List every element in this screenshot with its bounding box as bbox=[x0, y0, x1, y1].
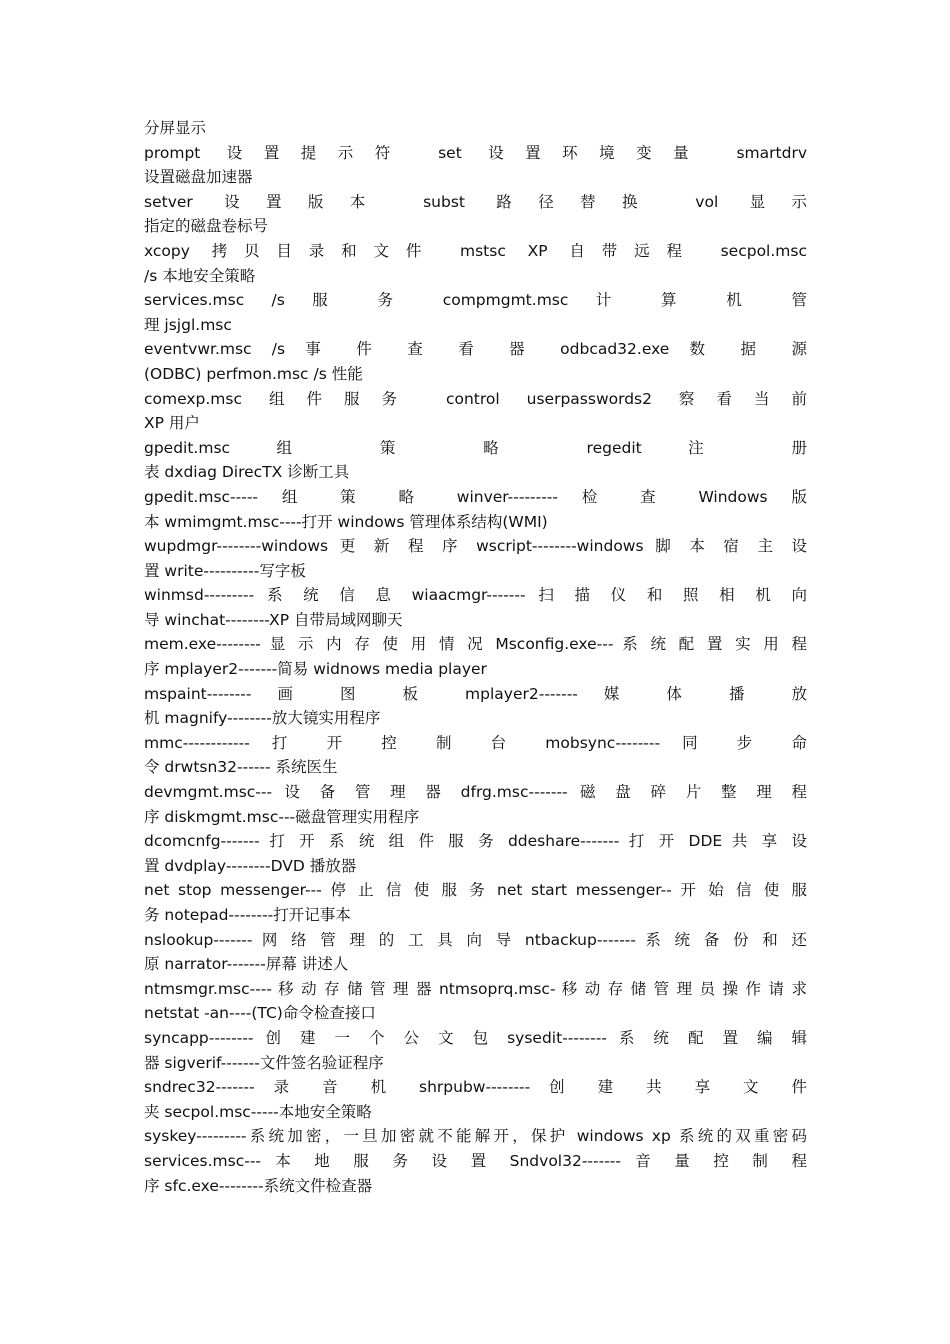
document-line: net stop messenger--- 停 止 信 使 服 务 net start messenger-- 开 始 信 使 服 bbox=[144, 881, 807, 900]
document-line: (ODBC) perfmon.msc /s 性能 bbox=[144, 364, 363, 383]
document-line: wupdmgr--------windows 更 新 程 序 wscript--------windows 脚 本 宿 主 设 bbox=[144, 537, 807, 556]
document-line: syskey---------系统加密，一旦加密就不能解开，保护 windows xp 系统的双重密码 bbox=[144, 1127, 807, 1146]
document-line: comexp.msc 组件服务 control userpasswords2 察看当前 bbox=[144, 389, 807, 408]
document-line: 设置磁盘加速器 bbox=[144, 168, 253, 187]
document-line: dcomcnfg------- 打 开 系 统 组 件 服 务 ddeshare------- 打 开 DDE 共 享 设 bbox=[144, 832, 807, 851]
document-line: 导 winchat--------XP 自带局域网聊天 bbox=[144, 610, 403, 629]
document-line: XP 用户 bbox=[144, 414, 200, 433]
document-line: 置 write----------写字板 bbox=[144, 561, 306, 580]
document-line: devmgmt.msc--- 设 备 管 理 器 dfrg.msc------- 磁 盘 碎 片 整 理 程 bbox=[144, 783, 807, 802]
document-line: sndrec32------- 录 音 机 shrpubw-------- 创 建 共 享 文 件 bbox=[144, 1078, 807, 1097]
document-line: netstat -an----(TC)命令检查接口 bbox=[144, 1004, 376, 1023]
document-line: setver 设置版本 subst 路径替换 vol 显示 bbox=[144, 192, 807, 211]
document-line: 本 wmimgmt.msc----打开 windows 管理体系结构(WMI) bbox=[144, 512, 548, 531]
document-line: gpedit.msc 组 策 略 regedit 注 册 bbox=[144, 438, 807, 457]
document-line: mem.exe-------- 显 示 内 存 使 用 情 况 Msconfig.exe--- 系 统 配 置 实 用 程 bbox=[144, 635, 807, 654]
document-line: winmsd--------- 系 统 信 息 wiaacmgr------- 扫 描 仪 和 照 相 机 向 bbox=[144, 586, 807, 605]
document-line: mmc------------ 打 开 控 制 台 mobsync-------- 同 步 命 bbox=[144, 733, 807, 752]
document-line: ntmsmgr.msc---- 移 动 存 储 管 理 器 ntmsoprq.msc- 移 动 存 储 管 理 员 操 作 请 求 bbox=[144, 979, 807, 998]
document-line: 置 dvdplay--------DVD 播放器 bbox=[144, 856, 357, 875]
document-line: 表 dxdiag DirecTX 诊断工具 bbox=[144, 463, 350, 482]
document-line: 理 jsjgl.msc bbox=[144, 315, 232, 334]
document-line: 序 mplayer2-------简易 widnows media player bbox=[144, 660, 487, 679]
document-line: 务 notepad--------打开记事本 bbox=[144, 906, 351, 924]
document-line: syncapp-------- 创 建 一 个 公 文 包 sysedit-------- 系 统 配 置 编 辑 bbox=[144, 1028, 807, 1047]
document-line: gpedit.msc----- 组 策 略 winver--------- 检 查 Windows 版 bbox=[144, 487, 807, 506]
document-line: services.msc--- 本 地 服 务 设 置 Sndvol32------- 音 量 控 制 程 bbox=[144, 1151, 807, 1170]
document-page bbox=[144, 116, 807, 1198]
document-line: 序 sfc.exe--------系统文件检查器 bbox=[144, 1176, 373, 1195]
document-line: xcopy 拷贝目录和文件 mstsc XP 自带远程 secpol.msc bbox=[144, 241, 807, 260]
document-line: eventvwr.msc /s 事 件 查 看 器 odbcad32.exe 数 据 源 bbox=[144, 340, 807, 359]
document-line: 分屏显示 bbox=[144, 119, 207, 137]
document-line: 夹 secpol.msc-----本地安全策略 bbox=[144, 1102, 372, 1121]
document-line: services.msc /s 服 务 compmgmt.msc 计 算 机 管 bbox=[144, 291, 807, 310]
document-line: 器 sigverif-------文件签名验证程序 bbox=[144, 1053, 384, 1072]
document-line: 机 magnify--------放大镜实用程序 bbox=[144, 709, 381, 728]
document-line: 序 diskmgmt.msc---磁盘管理实用程序 bbox=[144, 807, 420, 826]
document-line: /s 本地安全策略 bbox=[144, 266, 256, 285]
document-line: mspaint-------- 画 图 板 mplayer2------- 媒 体 播 放 bbox=[144, 684, 807, 703]
document-line: 指定的磁盘卷标号 bbox=[144, 217, 269, 236]
document-line: 原 narrator-------屏幕 讲述人 bbox=[144, 955, 349, 974]
document-line: prompt 设置提示符 set 设置环境变量 smartdrv bbox=[144, 143, 807, 162]
document-line: 令 drwtsn32------ 系统医生 bbox=[144, 758, 338, 777]
document-line: nslookup------- 网 络 管 理 的 工 具 向 导 ntbackup------- 系 统 备 份 和 还 bbox=[144, 930, 807, 949]
